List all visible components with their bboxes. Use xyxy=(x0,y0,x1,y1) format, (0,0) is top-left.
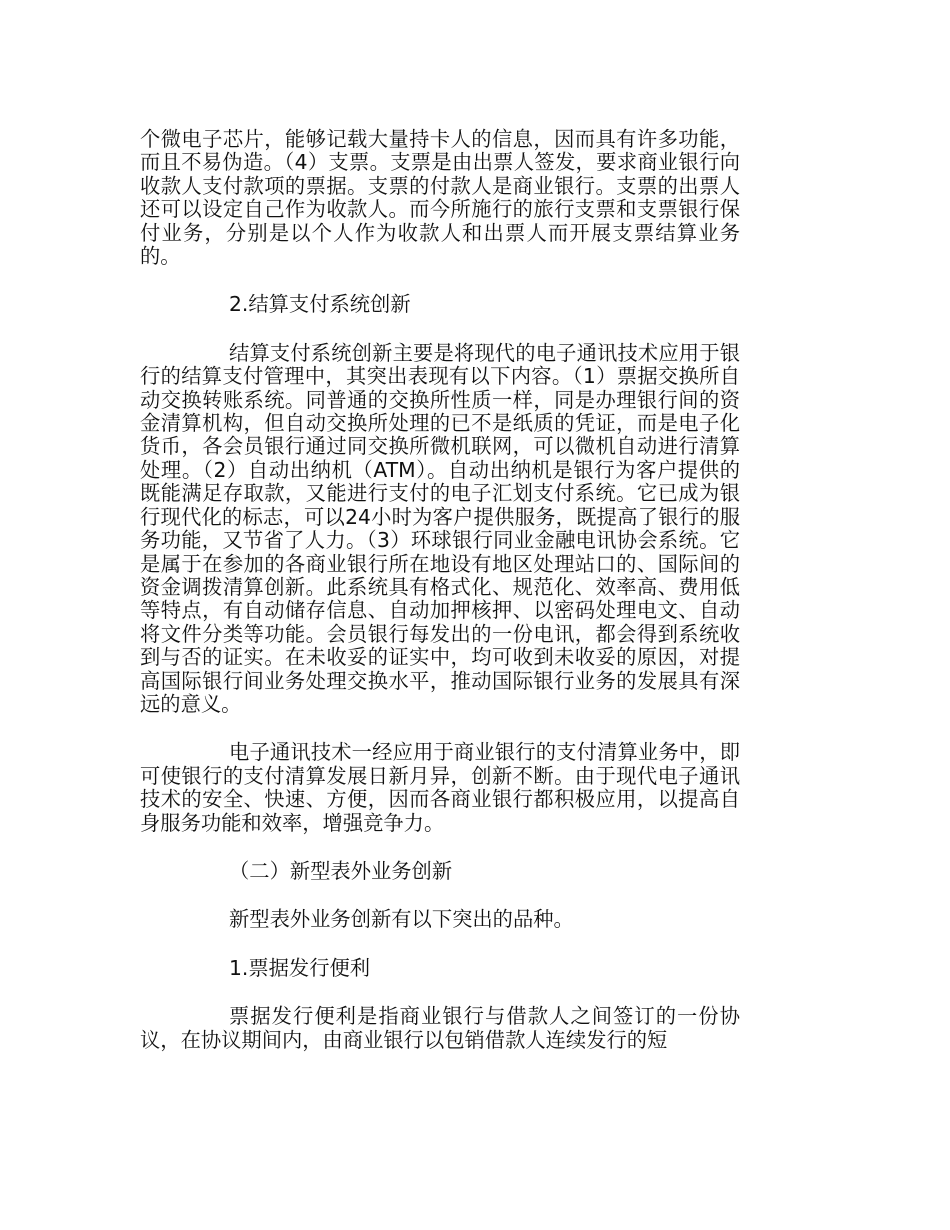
heading-off-balance-sheet-innovation: （二）新型表外业务创新 xyxy=(229,858,453,883)
heading-note-issuance-facility: 1.票据发行便利 xyxy=(229,955,371,980)
paragraph-electronic-communication: 电子通讯技术一经应用于商业银行的支付清算业务中，即可使银行的支付清算发展日新月异，创新不断。由于现代电子通讯技术的安全、快速、方便，因而各商业银行都积极应用，以提高自身服务功能和效率，增强竞争力。 xyxy=(140,740,740,835)
document-page xyxy=(140,128,740,1052)
heading-settlement-payment-system-innovation: 2.结算支付系统创新 xyxy=(229,292,411,317)
paragraph-card-features-and-cheques: 个微电子芯片，能够记载大量持卡人的信息，因而具有许多功能，而且不易伪造。（4）支票。支票是由出票人签发，要求商业银行向收款人支付款项的票据。支票的付款人是商业银行。支票的出票人还可以设定自己作为收款人。而今所施行的旅行支票和支票银行保付业务，分别是以个人作为收款人和出票人而开展支票结算业务的。 xyxy=(140,127,740,269)
paragraph-off-balance-sheet-intro: 新型表外业务创新有以下突出的品种。 xyxy=(229,907,574,932)
paragraph-settlement-payment-system: 结算支付系统创新主要是将现代的电子通讯技术应用于银行的结算支付管理中，其突出表现有以下内容。（1）票据交换所自动交换转账系统。同普通的交换所性质一样，同是办理银行间的资金清算机构，但自动交换所处理的已不是纸质的凭证，而是电子化货币，各会员银行通过同交换所微机联网，可以微机自动进行清算处理。（2）自动出纳机（ATM）。自动出纳机是银行为客户提供的既能满足存取款，又能进行支付的电子汇划支付系统。它已成为银行现代化的标志，可以24小时为客户提供服务，既提高了银行的服务功能，又节省了人力。（3）环球银行同业金融电讯协会系统。它是属于在参加的各商业银行所在地设有地区处理站口的、国际间的资金调拨清算创新。此系统具有格式化、规范化、效率高、费用低等特点，有自动储存信息、自动加押核押、以密码处理电文、自动将文件分类等功能。会员银行每发出的一份电讯，都会得到系统收到与否的证实。在未收妥的证实中，均可收到未收妥的原因，对提高国际银行间业务处理交换水平，推动国际银行业务的发展具有深远的意义。 xyxy=(140,340,740,716)
paragraph-note-issuance-facility: 票据发行便利是指商业银行与借款人之间签订的一份协议，在协议期间内，由商业银行以包销借款人连续发行的短 xyxy=(140,1004,740,1052)
